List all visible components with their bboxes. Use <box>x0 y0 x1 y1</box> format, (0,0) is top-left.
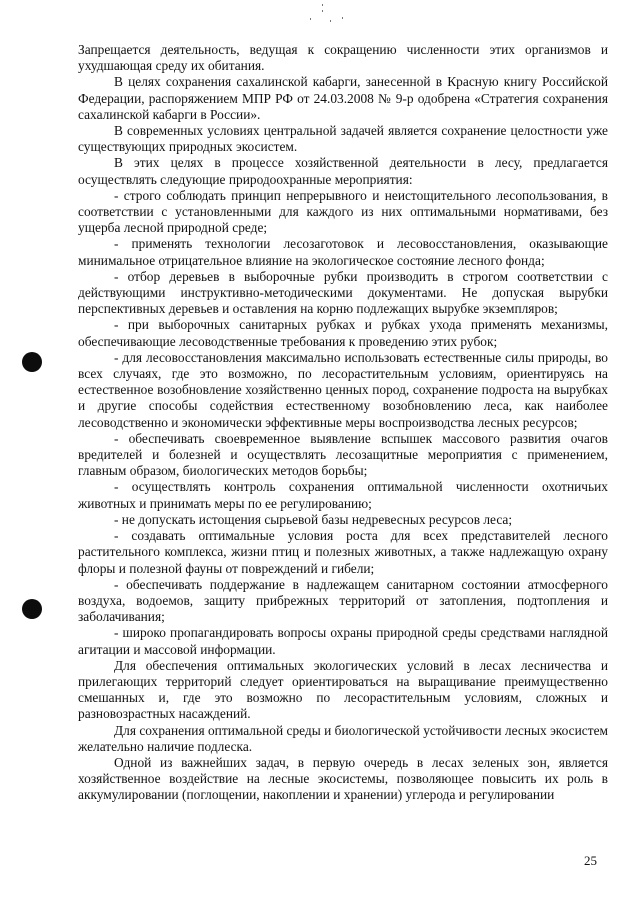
list-item: - осуществлять контроль сохранения оптимальной численности охотничьих животных и принимать меры по ее регулированию; <box>78 479 608 511</box>
paragraph: Запрещается деятельность, ведущая к сокращению численности этих организмов и ухудшающая среду их обитания. <box>78 42 608 74</box>
list-item: - при выборочных санитарных рубках и рубках ухода применять механизмы, обеспечивающие лесоводственные требования к проведению этих рубок; <box>78 317 608 349</box>
paragraph: В целях сохранения сахалинской кабарги, занесенной в Красную книгу Российской Федерации, распоряжением МПР РФ от 24.03.2008 № 9-р одобрена «Стратегия сохранения сахалинской кабарги в России». <box>78 74 608 122</box>
list-item: - широко пропагандировать вопросы охраны природной среды средствами наглядной агитации и массовой информации. <box>78 625 608 657</box>
list-item: - обеспечивать поддержание в надлежащем санитарном состоянии атмосферного воздуха, водоемов, защиту прибрежных территорий от затопления, подтопления и заболачивания; <box>78 576 608 625</box>
paragraph: В этих целях в процессе хозяйственной деятельности в лесу, предлагается осуществлять следующие природоохранные мероприятия: <box>78 155 608 187</box>
paragraph: В современных условиях центральной задачей является сохранение целостности уже существующих природных экосистем. <box>78 123 608 155</box>
list-item: - применять технологии лесозаготовок и лесовосстановления, оказывающие минимальное отрицательное влияние на экологическое состояние лесного фонда; <box>78 236 608 268</box>
body-text <box>78 42 608 804</box>
paragraph: Для сохранения оптимальной среды и биологической устойчивости лесных экосистем желательно наличие подлеска. <box>78 722 608 754</box>
list-item: - для лесовосстановления максимально использовать естественные силы природы, во всех случаях, где это возможно, по лесорастительным условиям, ориентируясь на естественное возобновление хозяйственно ценных пород, сохранение подроста на вырубках и другие способы содействия естественному возобновлению леса, как наиболее лесоводственно и экономически эффективные меры воспроизводства лесных ресурсов; <box>78 349 608 430</box>
scan-specks <box>300 4 360 28</box>
punch-hole <box>22 352 42 372</box>
list-item: - строго соблюдать принцип непрерывного и неистощительного лесопользования, в соответствии с установленными для каждого из них оптимальными нормативами, без ущерба лесной природной среде; <box>78 187 608 236</box>
list-item: - не допускать истощения сырьевой базы недревесных ресурсов леса; <box>114 511 513 527</box>
paragraph: Для обеспечения оптимальных экологических условий в лесах лесничества и прилегающих территорий следует ориентироваться на выращивание преимущественно смешанных и, где это возможно по лесорастительным условиям, сложных и разновозрастных насаждений. <box>78 657 608 722</box>
list-item: - создавать оптимальные условия роста для всех представителей лесного растительного комплекса, жизни птиц и полезных животных, а также надлежащую охрану флоры и полезной фауны от повреждений и гибели; <box>78 528 608 576</box>
page-number: 25 <box>584 853 597 868</box>
list-item: - обеспечивать своевременное выявление вспышек массового развития очагов вредителей и болезней и осуществлять лесозащитные мероприятия с применением, главным образом, биологических методов борьбы; <box>78 430 608 479</box>
punch-hole <box>22 599 42 619</box>
paragraph: Одной из важнейших задач, в первую очередь в лесах зеленых зон, является хозяйственное воздействие на лесные экосистемы, позволяющее повысить их роль в аккумулировании (поглощении, накоплении и хранении) углерода и регулировании <box>78 754 608 803</box>
list-item: - отбор деревьев в выборочные рубки производить в строгом соответствии с действующими инструктивно-методическими документами. Не допуская вырубки перспективных деревьев и оставления на корню подлежащих вырубке экземпляров; <box>78 268 608 317</box>
